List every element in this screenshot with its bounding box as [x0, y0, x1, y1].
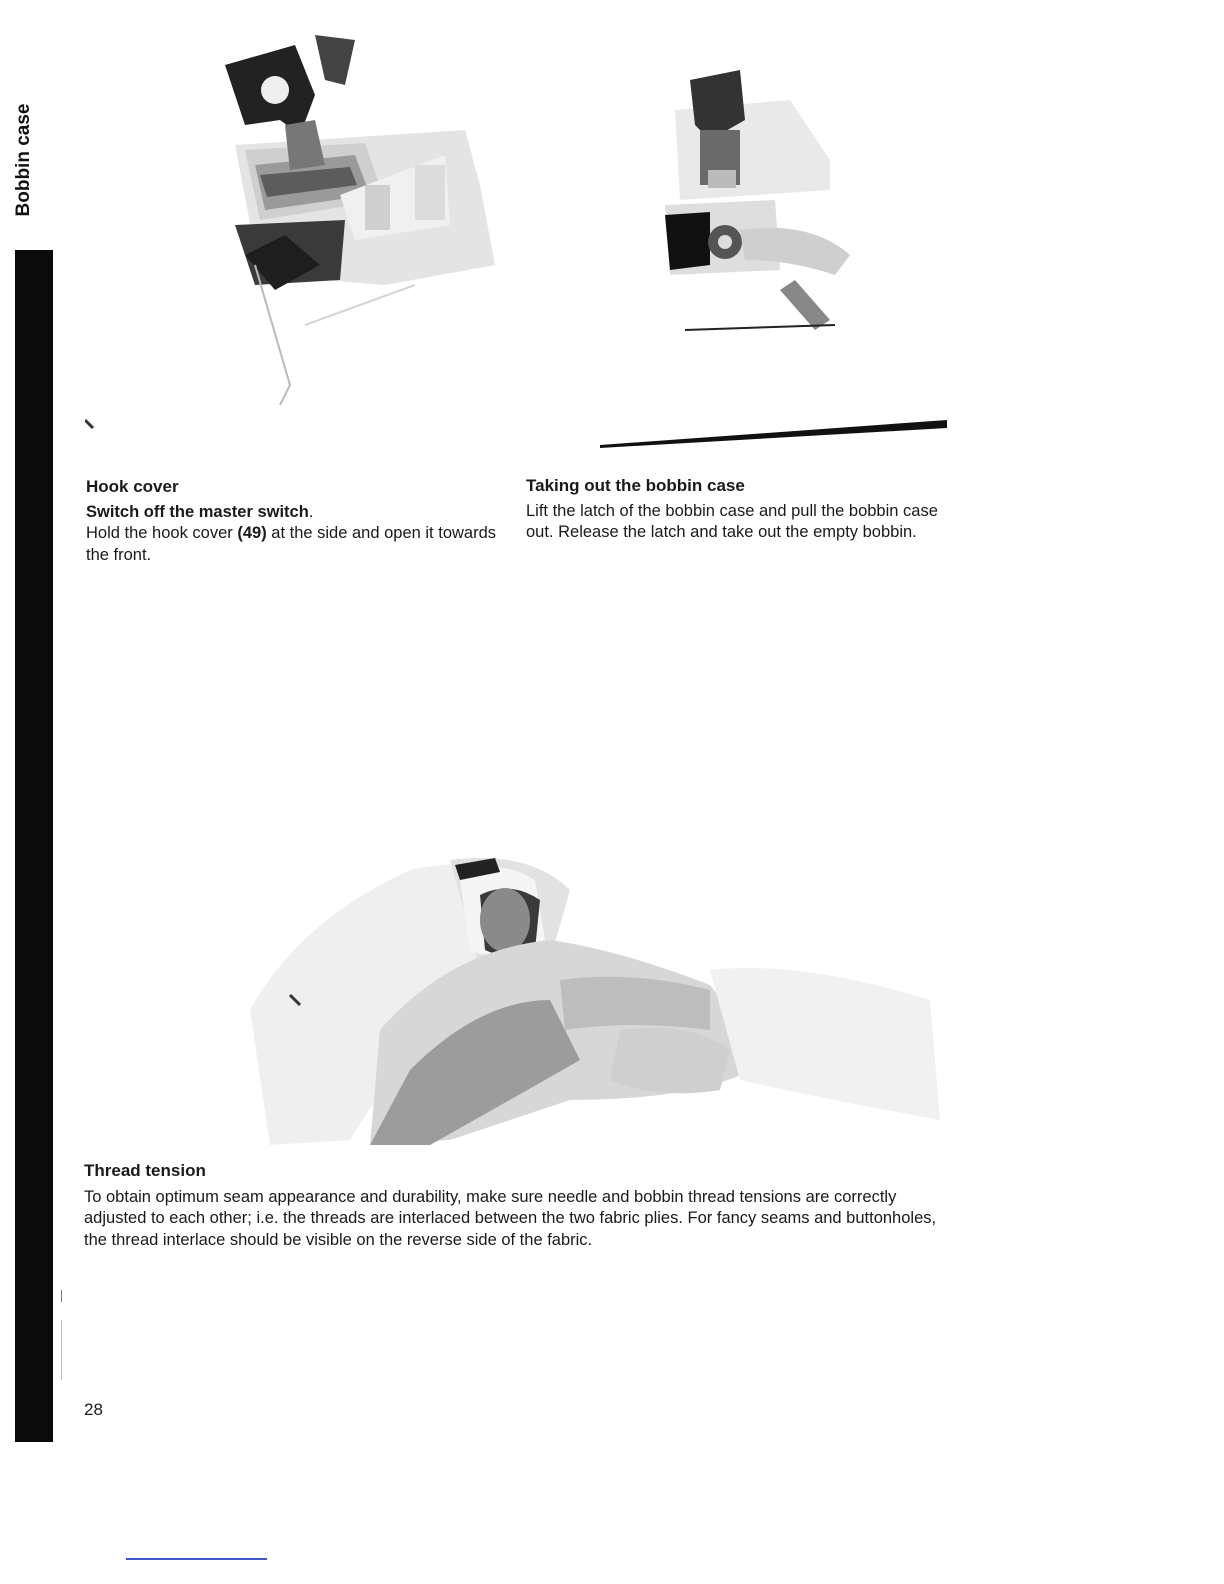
thread-tension-caption — [84, 1160, 954, 1251]
hook-cover-body: Hold the hook cover (49) at the side and open it towards the front. — [86, 524, 497, 564]
bobbin-case-caption — [526, 475, 946, 544]
hook-cover-caption — [86, 476, 506, 566]
scan-mark — [61, 1320, 62, 1380]
hook-cover-heading: Hook cover — [86, 477, 179, 496]
bobbin-case-heading: Taking out the bobbin case — [526, 476, 745, 495]
footer-rule — [126, 1558, 267, 1560]
bobbin-case-removal-photo — [580, 30, 980, 460]
scan-mark — [61, 1290, 62, 1302]
hook-cover-photo — [85, 25, 515, 465]
thread-tension-heading: Thread tension — [84, 1161, 206, 1180]
part-reference: (49) — [237, 524, 267, 542]
section-tab-label: Bobbin case — [13, 103, 34, 217]
bobbin-case-body: Lift the latch of the bobbin case and pull the bobbin case out. Release the latch and take out the empty bobbin. — [526, 501, 938, 541]
thread-tension-body: To obtain optimum seam appearance and durability, make sure needle and bobbin thread tensions are correctly adjusted to each other; i.e. the threads are interlaced between the two fabric plies. For fancy seams and buttonholes, the thread interlace should be visible on the reverse side of the fabric. — [84, 1187, 937, 1249]
hook-cover-instruction: Switch off the master switch. — [86, 502, 314, 521]
bobbin-case-in-hand-photo — [150, 800, 950, 1145]
section-tab-bar — [15, 250, 53, 1442]
page-number: 28 — [84, 1400, 103, 1419]
